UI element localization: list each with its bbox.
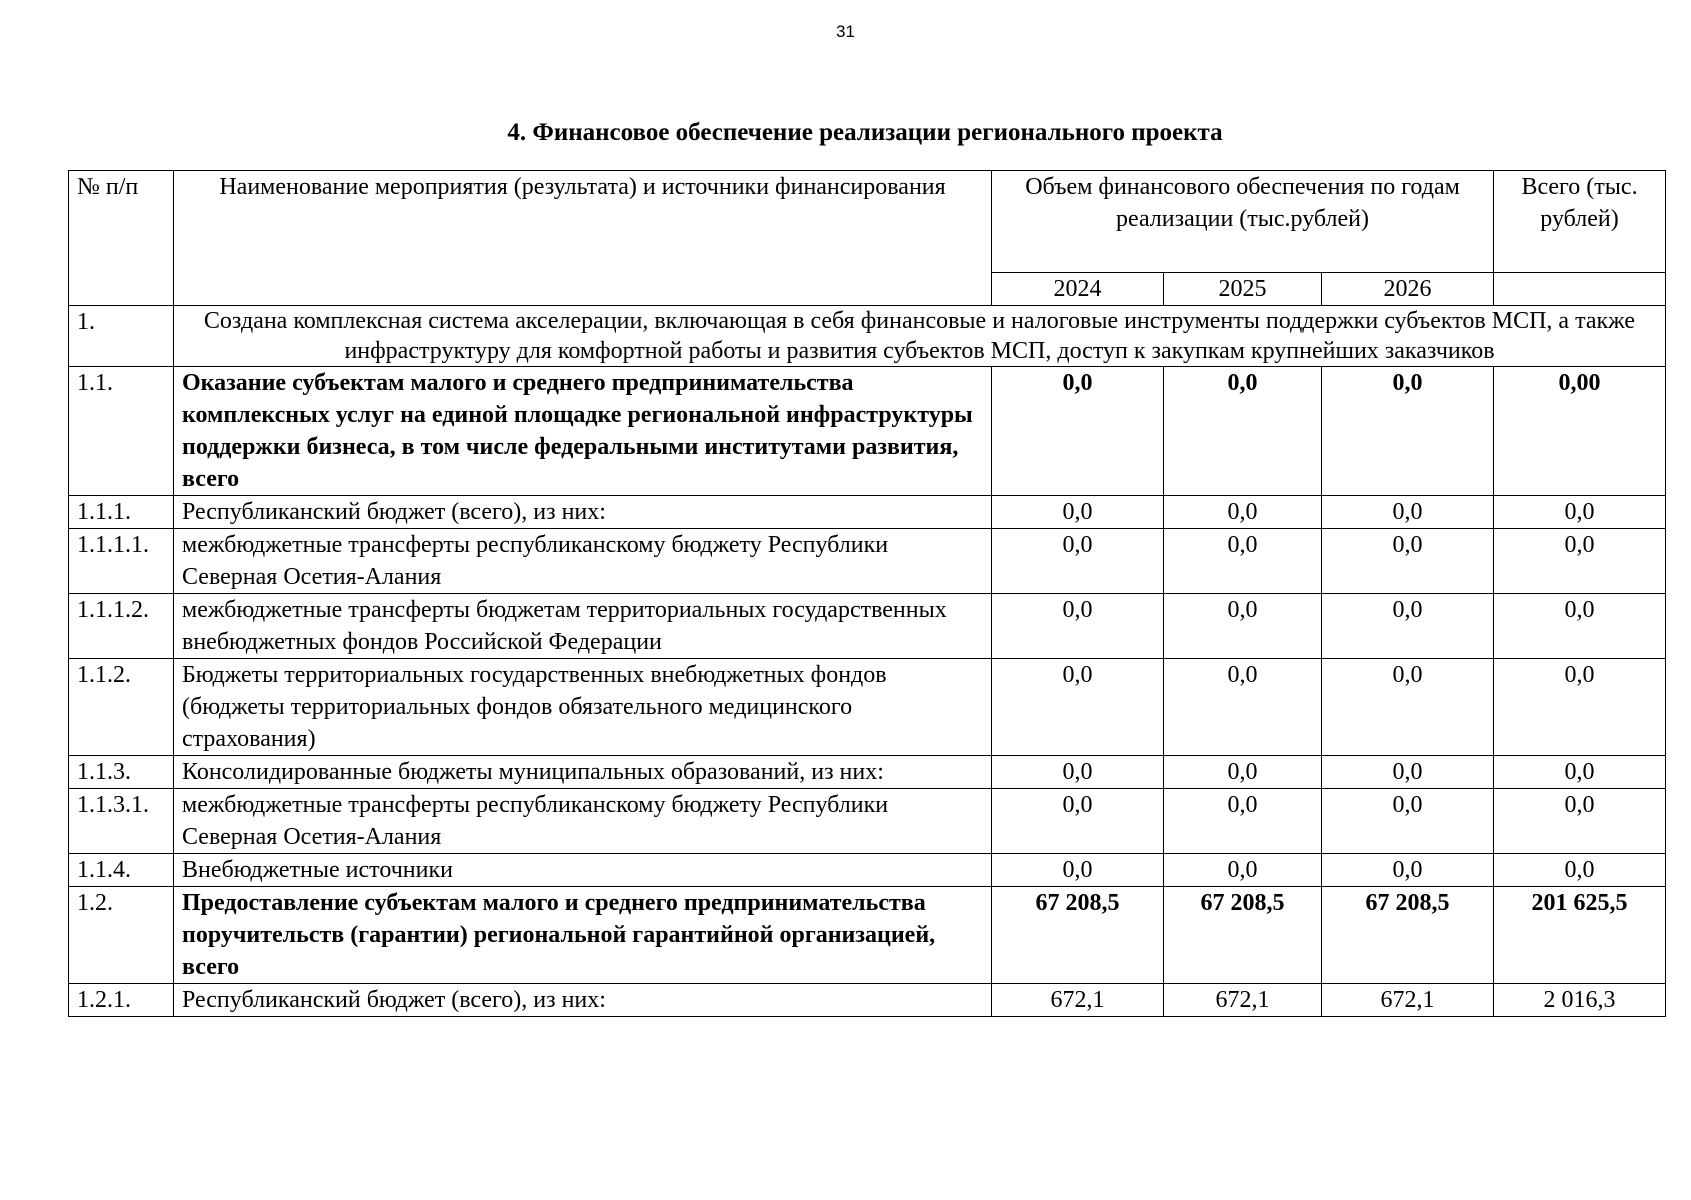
row-value-total: 0,0 — [1494, 789, 1666, 854]
table-row — [69, 529, 1666, 594]
table-rows — [69, 367, 1666, 1017]
page-number: 31 — [836, 22, 855, 41]
row-name: Консолидированные бюджеты муниципальных образований, из них: — [174, 756, 992, 789]
header-year-2026: 2026 — [1322, 273, 1494, 306]
row-num: 1.1.1.2. — [69, 594, 174, 659]
row-name: Республиканский бюджет (всего), из них: — [174, 496, 992, 529]
table-row — [69, 594, 1666, 659]
header-total-blank — [1494, 273, 1666, 306]
row-num: 1.2. — [69, 887, 174, 984]
table-row — [69, 887, 1666, 984]
row-value-2024: 0,0 — [992, 789, 1164, 854]
row-value-2025: 67 208,5 — [1164, 887, 1322, 984]
row-num: 1.2.1. — [69, 984, 174, 1017]
table-row — [69, 854, 1666, 887]
row-name: Республиканский бюджет (всего), из них: — [174, 984, 992, 1017]
row-name: Внебюджетные источники — [174, 854, 992, 887]
row-value-2026: 672,1 — [1322, 984, 1494, 1017]
row-value-2026: 0,0 — [1322, 854, 1494, 887]
row-value-total: 0,0 — [1494, 529, 1666, 594]
row-value-2025: 0,0 — [1164, 854, 1322, 887]
row-value-2024: 0,0 — [992, 367, 1164, 496]
section-text: Создана комплексная система акселерации, включающая в себя финансовые и налоговые инструменты поддержки субъектов МСП, а также инфраструктуру для комфортной работы и развития субъектов МСП, доступ к закупкам крупнейших заказчиков — [174, 306, 1666, 367]
table-row — [69, 367, 1666, 496]
row-name: межбюджетные трансферты республиканскому бюджету Республики Северная Осетия-Алания — [174, 789, 992, 854]
section-row — [69, 306, 1666, 367]
table-row — [69, 789, 1666, 854]
row-value-2026: 0,0 — [1322, 756, 1494, 789]
row-value-total: 0,0 — [1494, 659, 1666, 756]
row-value-2024: 0,0 — [992, 529, 1164, 594]
row-num: 1.1.4. — [69, 854, 174, 887]
row-value-2026: 0,0 — [1322, 789, 1494, 854]
row-value-2025: 0,0 — [1164, 594, 1322, 659]
row-value-total: 201 625,5 — [1494, 887, 1666, 984]
row-value-2025: 672,1 — [1164, 984, 1322, 1017]
financing-table — [68, 170, 1666, 1017]
row-value-2025: 0,0 — [1164, 659, 1322, 756]
section-num: 1. — [69, 306, 174, 367]
row-name: межбюджетные трансферты республиканскому бюджету Республики Северная Осетия-Алания — [174, 529, 992, 594]
table-row — [69, 496, 1666, 529]
row-value-2025: 0,0 — [1164, 529, 1322, 594]
row-num: 1.1.1.1. — [69, 529, 174, 594]
row-value-2024: 0,0 — [992, 659, 1164, 756]
row-name: Бюджеты территориальных государственных внебюджетных фондов (бюджеты территориальных фондов обязательного медицинского страхования) — [174, 659, 992, 756]
row-value-2025: 0,0 — [1164, 496, 1322, 529]
row-value-2024: 0,0 — [992, 594, 1164, 659]
row-value-2026: 0,0 — [1322, 367, 1494, 496]
header-num: № п/п — [69, 171, 174, 306]
row-value-total: 0,0 — [1494, 854, 1666, 887]
row-num: 1.1.3.1. — [69, 789, 174, 854]
row-value-total: 0,00 — [1494, 367, 1666, 496]
row-value-2025: 0,0 — [1164, 756, 1322, 789]
header-volume: Объем финансового обеспечения по годам реализации (тыс.рублей) — [992, 171, 1494, 273]
header-year-2025: 2025 — [1164, 273, 1322, 306]
row-value-total: 2 016,3 — [1494, 984, 1666, 1017]
row-name: Оказание субъектам малого и среднего предпринимательства комплексных услуг на единой площадке региональной инфраструктуры поддержки бизнеса, в том числе федеральными институтами развития, всего — [174, 367, 992, 496]
row-value-2024: 672,1 — [992, 984, 1164, 1017]
row-value-2025: 0,0 — [1164, 367, 1322, 496]
row-value-total: 0,0 — [1494, 594, 1666, 659]
table-row — [69, 659, 1666, 756]
header-year-2024: 2024 — [992, 273, 1164, 306]
table-row — [69, 756, 1666, 789]
row-num: 1.1.1. — [69, 496, 174, 529]
row-value-2024: 0,0 — [992, 854, 1164, 887]
document-title: 4. Финансовое обеспечение реализации регионального проекта — [507, 119, 1223, 146]
row-value-2024: 0,0 — [992, 756, 1164, 789]
row-value-2024: 67 208,5 — [992, 887, 1164, 984]
row-value-2026: 67 208,5 — [1322, 887, 1494, 984]
row-value-total: 0,0 — [1494, 756, 1666, 789]
row-num: 1.1.2. — [69, 659, 174, 756]
row-num: 1.1.3. — [69, 756, 174, 789]
row-value-2026: 0,0 — [1322, 594, 1494, 659]
row-value-2025: 0,0 — [1164, 789, 1322, 854]
row-value-2024: 0,0 — [992, 496, 1164, 529]
header-total: Всего (тыс. рублей) — [1494, 171, 1666, 273]
row-value-total: 0,0 — [1494, 496, 1666, 529]
row-value-2026: 0,0 — [1322, 659, 1494, 756]
row-value-2026: 0,0 — [1322, 529, 1494, 594]
row-name: межбюджетные трансферты бюджетам территориальных государственных внебюджетных фондов Российской Федерации — [174, 594, 992, 659]
header-name: Наименование мероприятия (результата) и источники финансирования — [174, 171, 992, 306]
row-num: 1.1. — [69, 367, 174, 496]
table-row — [69, 984, 1666, 1017]
row-name: Предоставление субъектам малого и среднего предпринимательства поручительств (гарантии) региональной гарантийной организацией, всего — [174, 887, 992, 984]
row-value-2026: 0,0 — [1322, 496, 1494, 529]
